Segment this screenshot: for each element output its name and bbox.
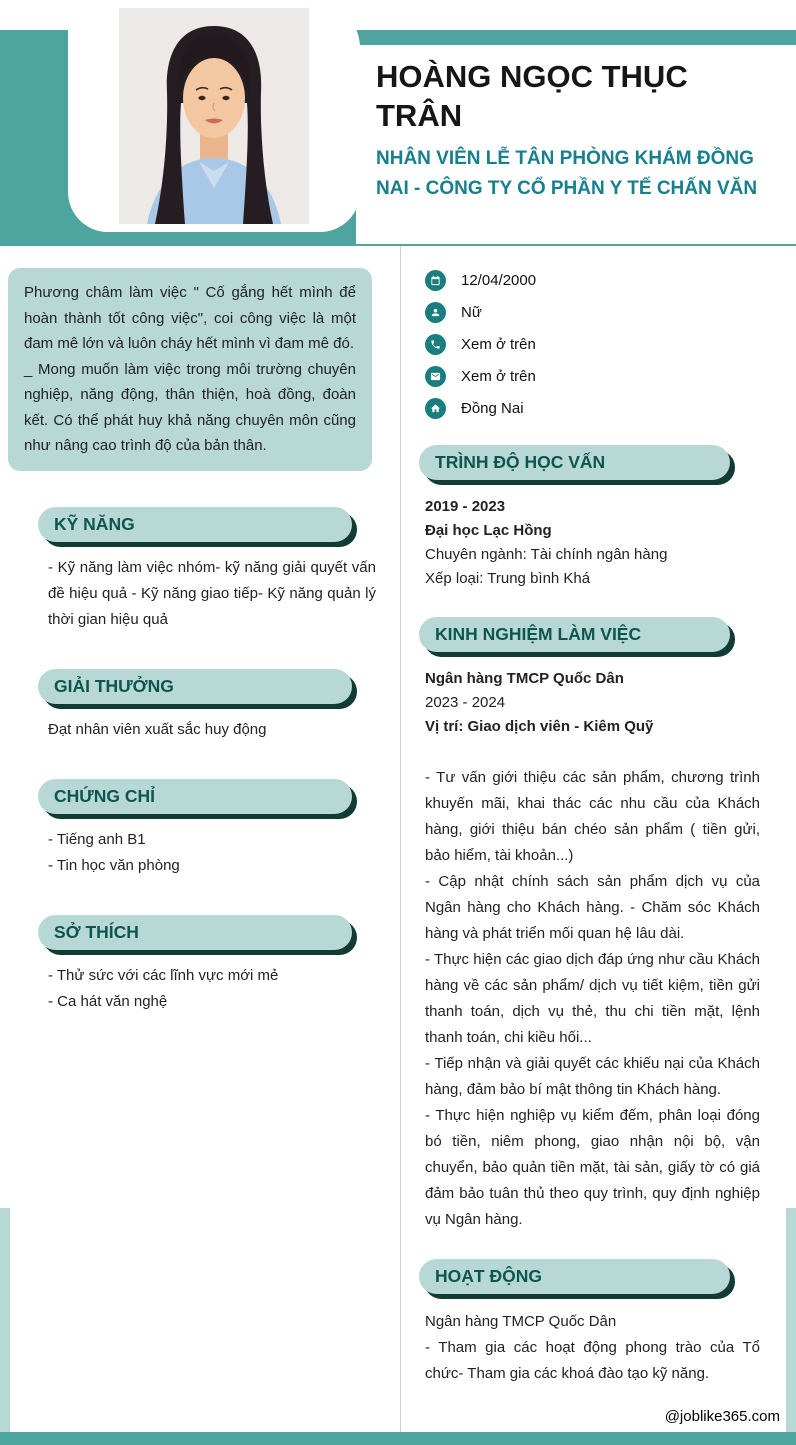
section-title-hobbies — [38, 915, 352, 950]
intro-paragraph-2: _ Mong muốn làm việc trong môi trường chuyên nghiệp, năng động, thân thiện, hoà đồng, đoàn kết. Có thể phát huy khả năng chuyên môn cũng như nâng cao trình độ của bản thân. — [24, 360, 356, 454]
contact-row — [425, 334, 770, 355]
intro-paragraph-1: Phương châm làm việc " Cố gắng hết mình để hoàn thành tốt công việc", coi công việc là một đam mê lớn và luôn cháy hết mình vì đam mê đó. — [24, 284, 356, 352]
hobby-line: - Ca hát văn nghệ — [48, 992, 168, 1010]
section-title-awards — [38, 669, 352, 704]
section-title-education — [419, 445, 730, 480]
contact-list — [425, 270, 770, 419]
certificates-content — [48, 827, 376, 879]
email-icon — [425, 366, 446, 387]
awards-content: Đạt nhân viên xuất sắc huy động — [48, 720, 267, 738]
section-title-label: HOẠT ĐỘNG — [435, 1266, 542, 1286]
name-area — [356, 45, 796, 244]
contact-row — [425, 366, 770, 387]
hobbies-content — [48, 963, 376, 1015]
section-title-label: KỸ NĂNG — [54, 513, 135, 534]
contact-text: Nữ — [461, 304, 482, 321]
contact-row — [425, 270, 770, 291]
section-title-activities — [419, 1259, 730, 1294]
watermark: @joblike365.com — [664, 1408, 780, 1425]
section-title-label: GIẢI THƯỞNG — [54, 675, 174, 696]
activities-block — [425, 1309, 770, 1387]
home-icon — [425, 398, 446, 419]
right-column — [400, 246, 796, 1445]
education-period: 2019 - 2023 — [425, 498, 506, 515]
duty-item: - Tư vấn giới thiệu các sản phẩm, chương trình khuyến mãi, khai thác các nhu cầu của Khách hàng, giới thiệu bán chéo sản phẩm ( tiền gửi, bảo hiểm, tài khoản...) — [425, 769, 760, 864]
header — [0, 0, 796, 246]
experience-company: Ngân hàng TMCP Quốc Dân — [425, 670, 624, 687]
duty-item: - Thực hiện nghiệp vụ kiểm đếm, phân loại đóng bó tiền, niêm phong, giao nhận nội bộ, vận chuyển, bảo quản tiền mặt, tài sản, giấy tờ có giá đảm bảo tuân thủ theo quy trình, quy định nghiệp vụ Ngân hàng. — [425, 1107, 760, 1228]
left-column — [0, 246, 400, 1445]
contact-text: 12/04/2000 — [461, 272, 537, 289]
calendar-icon — [425, 270, 446, 291]
bottom-teal-bar — [0, 1432, 796, 1445]
person-icon — [425, 302, 446, 323]
intro-box — [8, 268, 372, 471]
skills-content: - Kỹ năng làm việc nhóm- kỹ năng giải quyết vấn đề hiệu quả - Kỹ năng giao tiếp- Kỹ năng quản lý thời gian hiệu quả — [48, 558, 376, 628]
section-title-label: CHỨNG CHỈ — [54, 785, 156, 806]
contact-row — [425, 302, 770, 323]
section-title-skills — [38, 507, 352, 542]
section-title-label: SỞ THÍCH — [54, 921, 139, 942]
education-school: Đại học Lạc Hồng — [425, 522, 552, 539]
phone-icon — [425, 334, 446, 355]
duty-item: - Thực hiện các giao dịch đáp ứng như cầu Khách hàng về các sản phẩm/ dịch vụ tiết kiệm, tiền gửi thanh toán, dịch vụ thẻ, thu chi tiền mặt, lệnh thanh toán, chi kiều hối... — [425, 951, 760, 1046]
education-major: Chuyên ngành: Tài chính ngân hàng — [425, 546, 668, 563]
duty-item: - Cập nhật chính sách sản phẩm dịch vụ của Ngân hàng cho Khách hàng. - Chăm sóc Khách hàng và phát triển mối quan hệ lâu dài. — [425, 873, 760, 942]
right-edge-strip — [786, 1208, 796, 1432]
duty-item: - Tiếp nhận và giải quyết các khiếu nại của Khách hàng, đảm bảo bí mật thông tin Khách hàng. — [425, 1055, 760, 1098]
education-grade: Xếp loại: Trung bình Khá — [425, 570, 591, 587]
hobby-line: - Thử sức với các lĩnh vực mới mẻ — [48, 966, 279, 984]
contact-text: Đồng Nai — [461, 400, 524, 417]
experience-duties — [425, 765, 760, 1233]
photo-card — [68, 0, 360, 232]
experience-position: Vị trí: Giao dịch viên - Kiêm Quỹ — [425, 718, 654, 735]
profile-photo — [119, 8, 309, 224]
contact-row — [425, 398, 770, 419]
body-columns — [0, 246, 796, 1445]
contact-text: Xem ở trên — [461, 368, 536, 385]
left-edge-strip — [0, 1208, 10, 1432]
activities-content: - Tham gia các hoạt động phong trào của Tổ chức- Tham gia các khoá đào tạo kỹ năng. — [425, 1339, 760, 1382]
activities-org: Ngân hàng TMCP Quốc Dân — [425, 1313, 617, 1330]
education-block — [425, 495, 770, 591]
section-title-certificates — [38, 779, 352, 814]
section-title-label: TRÌNH ĐỘ HỌC VẤN — [435, 452, 606, 472]
section-title-experience — [419, 617, 730, 652]
certificate-line: - Tiếng anh B1 — [48, 830, 146, 848]
section-title-label: KINH NGHIỆM LÀM VIỆC — [435, 624, 642, 644]
experience-period: 2023 - 2024 — [425, 694, 506, 711]
candidate-name: HOÀNG NGỌC THỤC TRÂN — [376, 59, 688, 133]
experience-block — [425, 667, 770, 739]
certificate-line: - Tin học văn phòng — [48, 856, 180, 874]
job-title: NHÂN VIÊN LỄ TÂN PHÒNG KHÁM ĐỒNG NAI - CÔNG TY CỔ PHẦN Y TẾ CHẤN VĂN — [376, 148, 758, 199]
contact-text: Xem ở trên — [461, 336, 536, 353]
